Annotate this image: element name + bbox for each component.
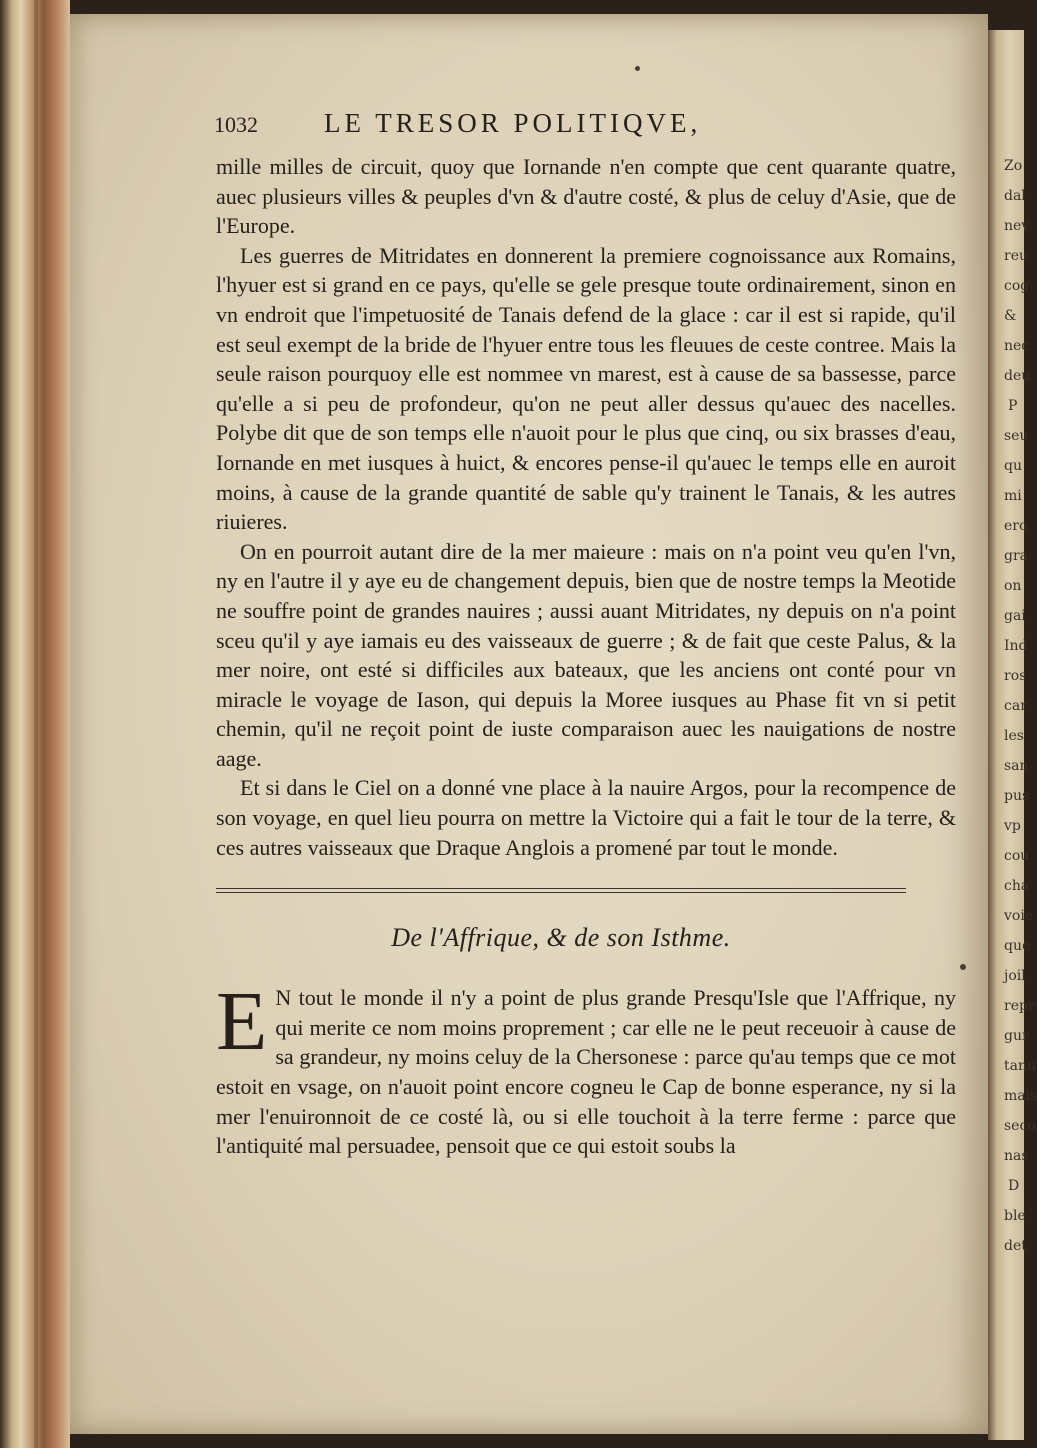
adjacent-text-fragment: gai [1004,608,1026,624]
adjacent-text-fragment: san [1004,758,1029,774]
adjacent-text-fragment: que [1004,938,1031,954]
adjacent-text-fragment: on [1004,578,1022,594]
adjacent-text-fragment: mi [1004,488,1022,504]
book-binding [0,0,70,1448]
adjacent-text-fragment: gra [1004,548,1029,564]
adjacent-text-fragment: mais [1004,1088,1037,1104]
drop-capital: E [216,975,268,1069]
adjacent-text-fragment: car [1004,698,1027,714]
adjacent-text-fragment: seu [1004,428,1029,444]
adjacent-text-fragment: cou [1004,848,1030,864]
adjacent-text-fragment: repr [1004,998,1035,1014]
adjacent-text-fragment: les [1004,728,1024,744]
section-first-paragraph [216,975,956,1161]
adjacent-text-fragment: tanu [1004,1058,1037,1074]
adjacent-text-fragment: dal [1004,188,1026,204]
running-title: LE TRESOR POLITIQVE, [324,108,702,138]
adjacent-text-fragment: deu [1004,368,1031,384]
adjacent-text-fragment: voie [1004,908,1034,924]
adjacent-text-fragment: det [1004,1238,1027,1254]
adjacent-text-fragment: & [1004,308,1017,324]
adjacent-text-fragment: vp [1004,818,1021,834]
paragraph: Et si dans le Ciel on a donné vne place à la nauire Argos, pour la recompence de son voyage, en quel lieu pourra on mettre la Victoire qui a fait le tour de la terre, & ces autres vaisseaux que Draque Anglois a promené par tout le monde. [216,775,956,860]
adjacent-text-fragment: D [1008,1178,1020,1194]
ink-speck [635,66,640,71]
adjacent-text-fragment: P [1008,398,1018,414]
paragraph: On en pourroit autant dire de la mer maieure : mais on n'a point veu qu'en l'vn, ny en l'autre il y aye eu de changement depuis, bien que de nostre temps la Meotide ne souffre point de grandes nauires ; aussi auant Mitridates, ny depuis on n'a point sceu qu'il y aye iamais eu des vaisseaux de guerre ; & de fait que ceste Palus, & la mer noire, ont esté si difficiles aux bateaux, que les anciens ont conté pour vn miracle le voyage de Iason, qui depuis la Moree iusques au Phase fit vn si petit chemin, qu'il ne reçoit point de iuste comparaison auec les nauigations de nostre aage. [216,538,956,771]
adjacent-text-fragment: reu [1004,248,1028,264]
adjacent-text-fragment: joil [1004,968,1026,984]
adjacent-text-fragment: nev [1004,218,1030,234]
paragraph-continuation: mille milles de circuit, quoy que Iornande n'en compte que cent quarante quatre, auec plusieurs villes & peuples d'vn & d'autre costé, & plus de celuy d'Asie, que de l'Europe. [216,154,956,239]
adjacent-text-fragment: Ind [1004,638,1028,654]
page-number: 1032 [214,112,258,137]
binding-edge [34,0,38,1448]
adjacent-text-fragment: qu [1004,458,1022,474]
paragraph: Les guerres de Mitridates en donnerent la premiere cognoissance aux Romains, l'hyuer est si grand en ce pays, qu'elle se gele presque toute ordinairement, sinon en vn endroit que l'impetuosité de Tanais defend de la glace : car il est si rapide, qu'il est seul exempt de la bride de l'hyuer entre tous les fleuues de ceste contree. Mais la seule raison pourquoy elle est nommee vn marest, est à cause de sa bassesse, parce qu'elle a si peu de profondeur, qu'on ne peut aller dessus qu'auec des nacelles. Polybe dit que de son temps elle n'auoit pour le plus que cinq, ou six brasses d'eau, Iornande en met iusques à huict, & encores pense-il qu'auec le temps elle en auroit moins, à cause de la grande quantité de sable qu'y trainent le Tanais, & les autres riuieres. [216,242,956,535]
adjacent-text-fragment: ero [1004,518,1028,534]
adjacent-text-fragment: nec [1004,338,1030,354]
running-head [214,108,956,152]
section-divider-rule [216,888,906,893]
adjacent-text-fragment: Zo [1004,158,1023,174]
adjacent-text-fragment: cog [1004,278,1030,294]
section-first-paragraph-text: N tout le monde il n'y a point de plus grande Presqu'Isle que l'Affrique, ny qui merite ce nom moins proprement ; car elle ne le peut receuoir à cause de sa grandeur, ny moins celuy de la Chersonese : parce qu'au temps que ce mot estoit en vsage, on n'auoit point encore cogneu le Cap de bonne esperance, ny si la mer l'enuironnoit de ce costé là, ou si elle touchoit à la terre ferme : parce que l'antiquité mal persuadee, pensoit que ce qui estoit soubs la [216,985,956,1159]
section-heading: De l'Affrique, & de son Isthme. [391,923,731,953]
adjacent-text-fragment: ble [1004,1208,1026,1224]
adjacent-text-fragment: ros [1004,668,1027,684]
adjacent-text-fragment: pus [1004,788,1030,804]
adjacent-text-fragment: nas [1004,1148,1029,1164]
adjacent-text-fragment: cha [1004,878,1030,894]
adjacent-text-fragment: gur [1004,1028,1029,1044]
adjacent-text-fragment: seco [1004,1118,1036,1134]
ink-speck [960,964,966,970]
adjacent-page-edge [988,30,1037,1440]
page-text-block [216,108,956,1161]
